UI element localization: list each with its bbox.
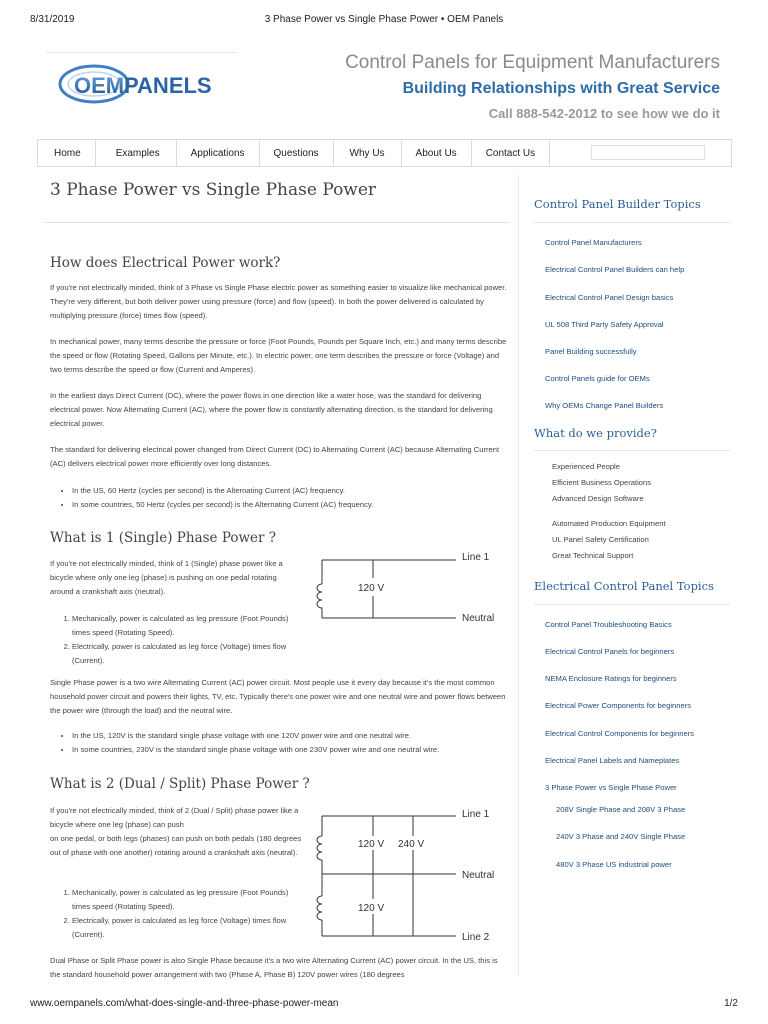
print-date: 8/31/2019 [30, 14, 75, 25]
logo-divider [46, 52, 236, 53]
list-item: 2. Electrically, power is calculated as leg force (Voltage) times flow (Current). [72, 640, 300, 668]
paragraph: Dual Phase or Split Phase power is also Single Phase because it's a two wire Alternating Current (AC) power circuit. In the US, this is the standard household power arrangement with two (Phase A, Phase B) 120V power wires (180 degrees [50, 956, 498, 979]
print-header [30, 14, 738, 28]
sidebar-link-208v[interactable]: 208V Single Phase and 208V 3 Phase [556, 805, 686, 814]
print-footer [30, 998, 738, 1012]
provide-item: Experienced People [552, 462, 620, 471]
split-phase-line1-label: Line 1 [462, 809, 490, 820]
list-item: 1. Mechanically, power is calculated as leg pressure (Foot Pounds) times speed (Rotating Speed). [72, 612, 300, 640]
nav-about-us[interactable]: About Us [402, 140, 472, 166]
paragraph: In mechanical power, many terms describe the pressure or force (Foot Pounds, Pounds per Square Inch, etc.) and many terms describe the speed or flow (Rotating Speed, Gallons per Minute, etc.). In electric power, one term describes the pressure or force (Voltage) and two terms describe the speed or flow (Current and Amperes). [50, 337, 507, 374]
nav-contact-us[interactable]: Contact Us [472, 140, 550, 166]
sidebar-link-480v[interactable]: 480V 3 Phase US industrial power [556, 860, 672, 869]
nav-questions[interactable]: Questions [260, 140, 334, 166]
sidebar-link-3-phase-vs-single[interactable]: 3 Phase Power vs Single Phase Power [545, 783, 677, 792]
sidebar-link-builders-can-help[interactable]: Electrical Control Panel Builders can help [545, 265, 685, 274]
svg-text:OEM: OEM [74, 73, 125, 98]
numbered-list [50, 886, 300, 942]
sidebar-link-guide-for-oems[interactable]: Control Panels guide for OEMs [545, 374, 650, 383]
sidebar-link-ul-508[interactable]: UL 508 Third Party Safety Approval [545, 320, 664, 329]
nav-examples[interactable]: Examples [96, 140, 177, 166]
numbered-list [50, 612, 300, 668]
provide-item: Automated Production Equipment [552, 519, 666, 528]
single-phase-line1-label: Line 1 [462, 552, 490, 563]
bullet-list [50, 484, 510, 512]
paragraph-part: on one pedal, or both legs (phases) can push on both pedals (180 degrees out of phase with one another) rotating around a crankshaft axis (neutral). [50, 834, 302, 857]
nav-applications[interactable]: Applications [177, 140, 260, 166]
paragraph: The standard for delivering electrical power changed from Direct Current (DC) to Alternating Current (AC) because Alternating Current (AC) delivers electrical power more efficiently over long distances. [50, 445, 500, 468]
provide-item: Great Technical Support [552, 551, 634, 560]
split-phase-lower-voltage-label: 120 V [358, 903, 385, 914]
nav-home[interactable]: Home [38, 140, 96, 166]
sidebar-divider [534, 222, 730, 223]
sidebar-link-power-components[interactable]: Electrical Power Components for beginners [545, 701, 692, 710]
paragraph: If you're not electrically minded, think of 1 (Single) phase power like a bicycle where only one leg (phase) is pushing on one pedal rotating around a crankshaft axis (neutral). [50, 559, 283, 596]
paragraph: Single Phase power is a two wire Alternating Current (AC) power circuit. Most people use it every day because it's the most common household power circuit and powers their lights, TV, etc. Typically there's one power wire and one neutral wire and power flows between the power wire (through the load) and the neutral wire. [50, 678, 506, 715]
search-input[interactable] [591, 145, 705, 160]
list-item: • In the US, 60 Hertz (cycles per second) is the Alternating Current (AC) frequency. [72, 484, 510, 498]
split-phase-neutral-label: Neutral [462, 870, 495, 881]
sidebar-link-control-components[interactable]: Electrical Control Components for beginners [545, 729, 694, 738]
site-header [36, 48, 732, 132]
paragraph: If you're not electrically minded, think of 3 Phase vs Single Phase electric power as something easier to visualize like mechanical power. They're very different, but both deliver power using pressure (force) and flow (speed). In both the power delivered is calculated by multiplying pressure (force) times flow (speed). [50, 283, 507, 320]
sidebar-link-240v[interactable]: 240V 3 Phase and 240V Single Phase [556, 832, 686, 841]
print-url: www.oempanels.com/what-does-single-and-three-phase-power-mean [30, 998, 339, 1009]
main-nav [37, 139, 732, 167]
single-phase-voltage-label: 120 V [358, 583, 385, 594]
site-tagline-primary: Control Panels for Equipment Manufacturers [345, 52, 720, 73]
sidebar-divider [534, 450, 730, 451]
header-taglines [250, 52, 720, 121]
sidebar-link-troubleshooting[interactable]: Control Panel Troubleshooting Basics [545, 620, 672, 629]
sidebar-heading-ecp-topics: Electrical Control Panel Topics [534, 579, 714, 593]
site-tagline-secondary: Building Relationships with Great Service [402, 80, 720, 97]
print-page-number: 1/2 [724, 998, 738, 1009]
bullet-list [50, 729, 510, 757]
single-phase-neutral-label: Neutral [462, 613, 495, 624]
oem-panels-logo-icon [54, 60, 234, 108]
sidebar-divider [518, 175, 519, 975]
list-item: 1. Mechanically, power is calculated as leg pressure (Foot Pounds) times speed (Rotating Speed). [72, 886, 300, 914]
list-item: • In some countries, 50 Hertz (cycles per second) is the Alternating Current (AC) frequency. [72, 498, 510, 512]
sidebar-heading-builder-topics: Control Panel Builder Topics [534, 197, 701, 211]
provide-item: Advanced Design Software [552, 494, 644, 503]
single-phase-diagram [308, 548, 508, 626]
sidebar-link-design-basics[interactable]: Electrical Control Panel Design basics [545, 293, 674, 302]
split-phase-total-voltage-label: 240 V [398, 839, 425, 850]
print-title: 3 Phase Power vs Single Phase Power • OEM Panels [264, 14, 504, 25]
sidebar-heading-what-we-provide: What do we provide? [534, 426, 657, 440]
main-content [50, 180, 515, 223]
sidebar-link-panels-for-beginners[interactable]: Electrical Control Panels for beginners [545, 647, 675, 656]
sidebar-link-control-panel-manufacturers[interactable]: Control Panel Manufacturers [545, 238, 642, 247]
provide-item: UL Panel Safety Certification [552, 535, 649, 544]
sidebar-link-why-oems-change[interactable]: Why OEMs Change Panel Builders [545, 401, 664, 410]
section-heading-single-phase: What is 1 (Single) Phase Power ? [50, 530, 277, 546]
oem-panels-logo[interactable] [54, 60, 234, 108]
split-phase-line2-label: Line 2 [462, 932, 490, 943]
page-title: 3 Phase Power vs Single Phase Power [44, 180, 510, 223]
list-item: 2. Electrically, power is calculated as leg force (Voltage) times flow (Current). [72, 914, 300, 942]
nav-why-us[interactable]: Why Us [334, 140, 402, 166]
paragraph: In the earliest days Direct Current (DC), where the power flows in one direction like a water hose, was the standard for delivering electrical power. Now Alternating Current (AC), where the power flow is constantly alternating direction, is the standard for delivering electrical power. [50, 391, 493, 428]
split-phase-upper-voltage-label: 120 V [358, 839, 385, 850]
split-phase-diagram [308, 804, 508, 944]
sidebar-link-nema-ratings[interactable]: NEMA Enclosure Ratings for beginners [545, 674, 677, 683]
section-heading-electrical-power: How does Electrical Power work? [50, 255, 281, 271]
provide-item: Efficient Business Operations [552, 478, 652, 487]
svg-text:PANELS: PANELS [124, 73, 212, 98]
paragraph-part: If you're not electrically minded, think of 2 (Dual / Split) phase power like a bicycle where one leg (phase) can push [50, 806, 299, 829]
list-item: • In the US, 120V is the standard single phase voltage with one 120V power wire and one neutral wire. [72, 729, 510, 743]
list-item: • In some countries, 230V is the standard single phase voltage with one 230V power wire and one neutral wire. [72, 743, 510, 757]
paragraph [50, 804, 305, 860]
sidebar-link-labels-nameplates[interactable]: Electrical Panel Labels and Nameplates [545, 756, 680, 765]
sidebar-divider [534, 604, 730, 605]
sidebar-link-panel-building[interactable]: Panel Building successfully [545, 347, 637, 356]
section-heading-dual-phase: What is 2 (Dual / Split) Phase Power ? [50, 776, 310, 792]
call-to-action-phone: Call 888-542-2012 to see how we do it [488, 106, 720, 121]
